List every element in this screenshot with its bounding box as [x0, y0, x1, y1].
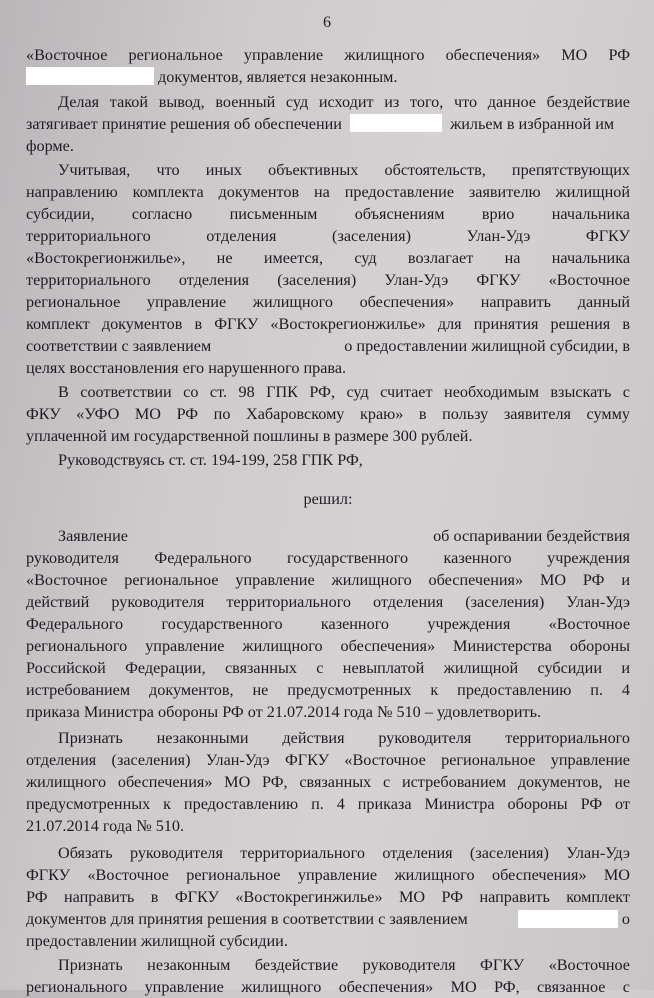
text-line: региональное управление жилищного обеспечения» направить данный [26, 293, 630, 311]
text-line: Федерального государственного казенного учреждения «Восточное [26, 615, 630, 633]
redaction-block [518, 910, 618, 928]
text-line: приказа Министра обороны РФ от 21.07.2014 года № 510 – удовлетворить. [26, 703, 542, 721]
text-fragment: об оспаривании бездействия [433, 527, 630, 545]
text-line: ФКУ «УФО МО РФ по Хабаровскому краю» в пользу заявителя сумму [26, 405, 630, 423]
text-line: Учитывая, что иных объективных обстоятельств, препятствующих [58, 161, 630, 179]
text-line: предусмотренных к предоставлению п. 4 приказа Министра обороны РФ от [26, 795, 630, 813]
redaction-block [350, 114, 442, 132]
text-line: предоставлении жилищной субсидии. [26, 932, 288, 950]
text-line [26, 908, 630, 930]
text-line: регионального управление жилищного обеспечения» МО РФ, связанное с [26, 978, 630, 996]
text-line: Делая такой вывод, военный суд исходит из того, что данное бездействие [58, 93, 630, 111]
text-line: «Восточное региональное управление жилищного обеспечения» МО РФ и [26, 571, 630, 589]
text-line: отделения (заселения) Улан-Удэ ФГКУ «Восточное региональное управление [26, 751, 630, 769]
text-line: действий руководителя территориального отделения (заселения) Улан-Удэ [26, 593, 630, 611]
text-line: территориального отделения (заселения) Улан-Удэ ФГКУ [26, 227, 630, 245]
text-line: В соответствии со ст. 98 ГПК РФ, суд считает необходимым взыскать с [58, 383, 630, 401]
text-line: комплект документов в ФГКУ «Востокрегионжилье» для принятия решения в [26, 315, 630, 333]
text-line: направлению комплекта документов на предоставление заявителю жилищной [26, 183, 630, 201]
text-fragment: документов, является незаконным. [158, 68, 398, 86]
text-line: территориального отделения (заселения) Улан-Удэ ФГКУ «Восточное [26, 271, 630, 289]
text-line: Руководствуясь ст. ст. 194-199, 258 ГПК РФ, [58, 451, 363, 469]
text-fragment: соответствии с заявлением [26, 337, 212, 355]
text-line: руководителя Федерального государственного казенного учреждения [26, 549, 630, 567]
text-line: жилищного обеспечения» МО РФ, связанных с истребованием документов, не [26, 773, 630, 791]
decision-heading: решил: [303, 490, 353, 508]
text-line: субсидии, согласно письменным объяснениям врио начальника [26, 205, 630, 223]
text-line: Признать незаконными действия руководителя территориального [58, 729, 630, 747]
text-line: РФ направить в ФГКУ «Востокрегинжилье» МО РФ направить комплект [26, 888, 630, 906]
redaction-block [26, 67, 154, 85]
text-line [26, 335, 630, 357]
text-line: Российской Федерации, связанных с невыплатой жилищной субсидии и [26, 659, 630, 677]
text-line: форме. [26, 137, 74, 155]
text-fragment: документов для принятия решения в соответствии с заявлением [26, 910, 468, 928]
text-line: истребованием документов, не предусмотренных к предоставлению п. 4 [26, 681, 630, 699]
text-line: 21.07.2014 года № 510. [26, 817, 185, 835]
text-line: уплаченной им государственной пошлины в размере 300 рублей. [26, 427, 473, 445]
text-line: Признать незаконным бездействие руководителя ФГКУ «Восточное [58, 956, 630, 974]
text-line: «Востокрегионжилье», не имеется, суд возлагает на начальника [26, 249, 630, 267]
text-line [26, 113, 630, 135]
text-line [26, 525, 630, 547]
text-fragment: о [621, 910, 630, 928]
text-fragment: Заявление [58, 527, 128, 545]
text-line: «Восточное региональное управление жилищного обеспечения» МО РФ [26, 46, 630, 64]
text-fragment: затягивает принятие решения об обеспечении [26, 115, 342, 133]
text-line: целях восстановления его нарушенного права. [26, 359, 347, 377]
text-line: ФГКУ «Восточное региональное управление жилищного обеспечения» МО [26, 866, 630, 884]
text-line: регионального управление жилищного обеспечения» Министерства обороны [26, 637, 630, 655]
page-number: 6 [323, 14, 331, 31]
text-line: Обязать руководителя территориального отделения (заселения) Улан-Удэ [58, 844, 630, 862]
text-fragment: о предоставлении жилищной субсидии, в [344, 337, 630, 355]
text-line [26, 66, 630, 88]
text-fragment: жильем в избранной им [450, 115, 615, 133]
